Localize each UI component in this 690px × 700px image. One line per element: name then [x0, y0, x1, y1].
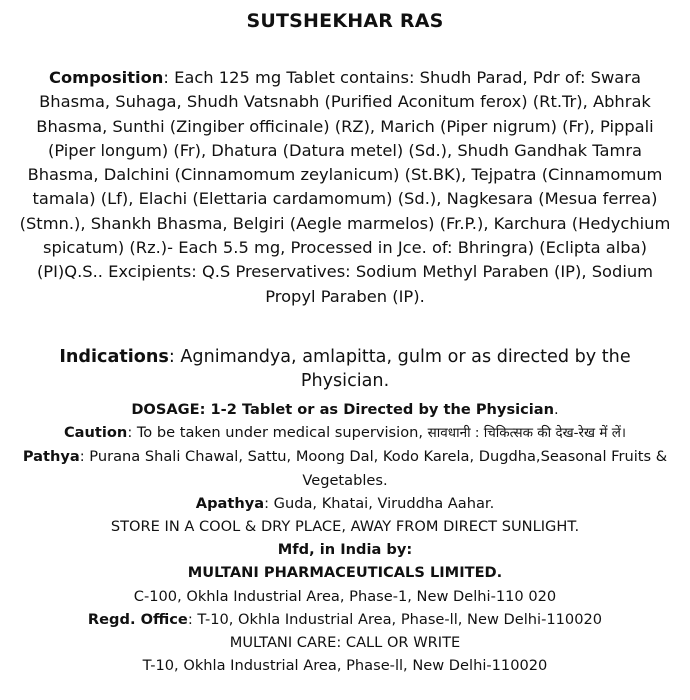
details-section [6, 398, 684, 677]
factory-address: C-100, Okhla Industrial Area, Phase-1, New Delhi-110 020 [133, 587, 557, 605]
composition-text: : Each 125 mg Tablet contains: Shudh Parad, Pdr of: Swara Bhasma, Suhaga, Shudh Vatsnabh (Purified Aconitum ferox) (Rt.Tr), Abhrak Bhasma, Sunthi (Zingiber officinale) (RZ), Marich (Piper nigrum) (Fr), Pippali (Piper longum) (Fr), Dhatura (Datura metel) (Sd.), Shudh Gandhak Tamra Bhasma, Dalchini (Cinnamomum zeylanicum) (St.BK), Tejpatra (Cinnamomum tamala) (Lf), Elachi (Elettaria cardamomum) (Sd.), Nagkesara (Mesua ferrea) (Stmn.), Shankh Bhasma, Belgiri (Aegle marmelos) (Fr.P.), Karchura (Hedychium spicatum) (Rz.)- Each 5.5 mg, Processed in Jce. of: Bhringra) (Eclipta alba) (PI)Q.S.. Excipients: Q.S Preservatives: Sodium Methyl Paraben (IP), Sodium Propyl Paraben (IP). [19, 68, 671, 306]
caution-line [6, 421, 684, 445]
dosage-label: DOSAGE [131, 401, 200, 418]
pathya-text: : Purana Shali Chawal, Sattu, Moong Dal, Kodo Karela, Dugdha,Seasonal Fruits & Vegetables. [79, 448, 668, 489]
company-name: MULTANI PHARMACEUTICALS LIMITED. [187, 564, 503, 582]
dosage-text: : 1-2 Tablet or as Directed by the Physician [199, 401, 555, 418]
regd-label: Regd. Office [87, 610, 188, 628]
caution-text: : To be taken under medical supervision, [127, 424, 428, 442]
apathya-line [6, 492, 684, 515]
composition-section [14, 66, 676, 309]
apathya-text: : Guda, Khatai, Viruddha Aahar. [264, 494, 495, 512]
caution-hindi: सावधानी : चिकित्सक की देख-रेख में लें। [427, 425, 627, 442]
dosage-end: . [554, 401, 559, 418]
pathya-label: Pathya [22, 448, 80, 466]
care-line: MULTANI CARE: CALL OR WRITE [229, 634, 461, 652]
indications-text: : Agnimandya, amlapitta, gulm or as directed by the Physician. [168, 347, 631, 391]
storage-line: STORE IN A COOL & DRY PLACE, AWAY FROM DIRECT SUNLIGHT. [110, 518, 580, 536]
indications-section [20, 345, 670, 393]
dosage-line [6, 398, 684, 421]
pathya-line [6, 445, 684, 491]
page-title: SUTSHEKHAR RAS [246, 10, 444, 32]
caution-label: Caution [63, 424, 128, 442]
composition-label: Composition [49, 68, 164, 87]
apathya-label: Apathya [195, 494, 265, 512]
regd-office-line [6, 608, 684, 631]
mfd-label: Mfd, in India by: [277, 541, 413, 559]
indications-label: Indications [59, 347, 169, 367]
regd-text: : T-10, Okhla Industrial Area, Phase-ll, New Delhi-110020 [187, 610, 603, 628]
care-address: T-10, Okhla Industrial Area, Phase-ll, New Delhi-110020 [142, 657, 548, 675]
